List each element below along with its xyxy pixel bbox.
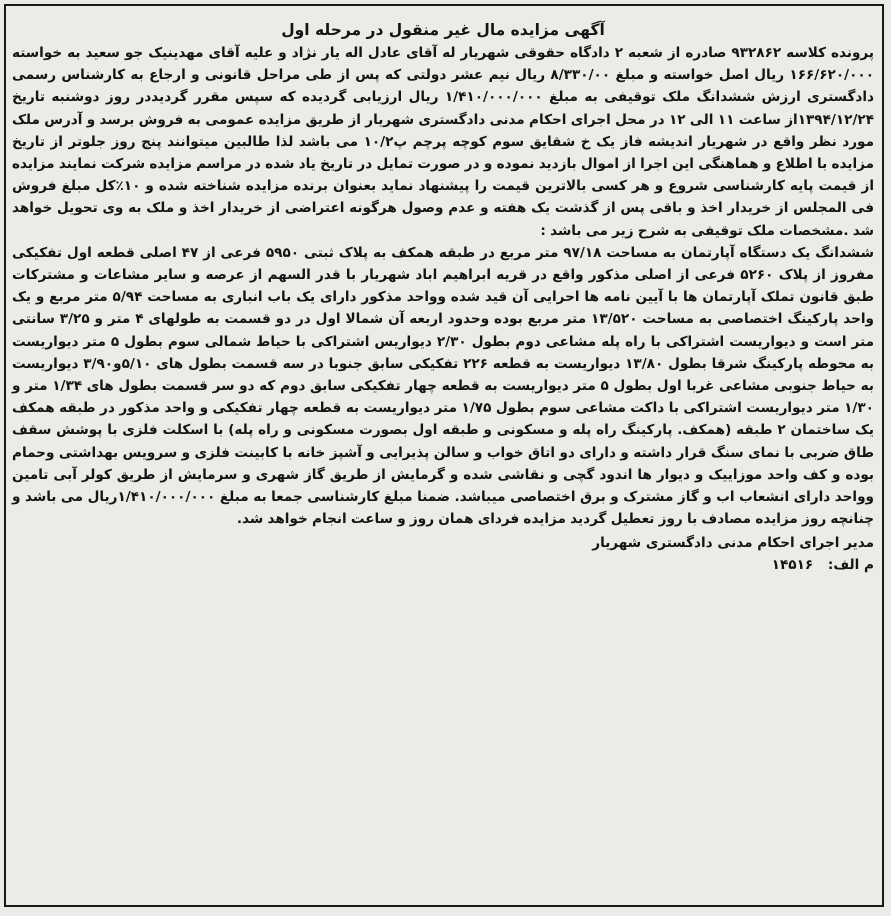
notice-title: آگهی مزایده مال غیر منقول در مرحله اول (281, 21, 605, 39)
notice-reference: م الف: ۱۴۵۱۶ (771, 557, 874, 574)
notice-paragraph-case: پرونده کلاسه ۹۳۲۸۶۲ صادره از شعبه ۲ دادگاه حقوقی شهریار له آقای عادل اله یار نژاد و علیه آقای مهدینیک جو سعید به خواسته ۱۶۶/۶۲۰/۰۰۰ ریال اصل خواسته و مبلغ ۸/۳۳۰/۰۰ ریال نیم عشر دولتی که پس از طی مراحل قانونی و ارجاع به کارشناس رسمی دادگستری ارزش ششدانگ ملک توقیفی به مبلغ ۱/۴۱۰/۰۰۰/۰۰۰ ریال ارزیابی گردیده که سپس مقرر گردیددر روز دوشنبه تاریخ ۱۳۹۴/۱۲/۲۴از ساعت ۱۱ الی ۱۲ در محل اجرای احکام مدنی دادگستری شهریار از طریق مزایده عمومی به فروش برسد و آدرس ملک مورد نظر واقع در شهریار اندیشه فاز یک خ شقایق سوم کوچه پرچم پ۱۰/۲ می باشد لذا طالبین میتوانند پنج روز جلوتر از تاریخ مزایده با اطلاع و هماهنگی این اجرا از اموال بازدید نموده و در صورت تمایل در تاریخ یاد شده در مراسم مزایده شرکت نمایند مزایده از قیمت پایه کارشناسی شروع و هر کسی بالاترین قیمت را پیشنهاد نماید بعنوان برنده مزایده شناخته شده و ۱۰٪کل مبلغ فروش فی المجلس از خریدار اخذ و باقی پس از گذشت یک هفته و عدم وصول هرگونه اعتراضی از خریدار اخذ و ملک به وی تحویل خواهد شد .مشخصات ملک توقیفی به شرح زیر می باشد : (12, 45, 875, 239)
notice-signature: مدیر اجرای احکام مدنی دادگستری شهریار (592, 535, 874, 552)
notice-paragraph-property: ششدانگ یک دستگاه آپارتمان به مساحت ۹۷/۱۸ متر مربع در طبقه همکف به پلاک ثبتی ۵۹۵۰ فرعی از ۴۷ اصلی قطعه اول تفکیکی مفروز از پلاک ۵۲۶۰ فرعی از اصلی مذکور واقع در قریه ابراهیم اباد شهریار با قدر السهم از عرصه و سایر مشاعات و مشترکات طبق قانون تملک آپارتمان ها با آیین نامه ها احرایی آن قید شده وواحد مذکور دارای یک باب انباری به مساحت ۵/۹۴ متر مربع و یک واحد پارکینگ اختصاصی به مساحت ۱۳/۵۲۰ متر مربع بوده وحدود اربعه آن شمالا اول در دو قسمت به طولهای ۴ متر و ۳/۲۵ سانتی متر است و دیواریست اشتراکی با راه پله مشاعی دوم بطول ۲/۳۰ دیواریس اشتراکی با حیاط شمالی سوم بطول ۵ متر دیواریست به محوطه پارکینگ شرقا بطول ۱۳/۸۰ دیواریست به قطعه ۲۲۶ تفکیکی سابق جنوبا در سه قسمت بطول های ۵/۱۰و۳/۹۰ دیواریست به حیاط جنوبی مشاعی غربا اول بطول ۵ متر دیواریست به قطعه چهار تفکیکی سابق دوم که دو سر قسمت بطول های ۱/۳۴ متر و ۱/۳۰ متر دیواریست اشتراکی با داکت مشاعی سوم بطول ۱/۷۵ متر دیواریست به قطعه چهار تفکیکی و واحد مذکور در طبقه همکف یک ساختمان ۲ طبقه (همکف. پارکینگ راه پله و مسکونی و طبقه اول بصورت مسکونی و راه پله) با اسکلت فلزی با پوشش سقف طاق ضربی با نمای سنگ قرار داشته و دارای دو اتاق خواب و سالن پذیرایی و آشپز خانه با کابینت فلزی و سرویس بهداشتی وحمام بوده و کف واحد موزاییک و دیوار ها اندود گچی و نقاشی شده و گرمایش از طریق گاز شهری و سرمایش از طریق کولر آبی تامین وواحد دارای انشعاب اب و گاز مشترک و برق اختصاصی میباشد. ضمنا مبلغ کارشناسی جمعا به مبلغ ۱/۴۱۰/۰۰۰/۰۰۰ریال می باشد و چنانچه روز مزایده مصادف با روز تعطیل گردید مزایده فردای همان روز و ساعت انجام خواهد شد. (12, 244, 874, 528)
auction-notice (8, 20, 878, 896)
reference-number: ۱۴۵۱۶ (771, 557, 814, 574)
reference-label: م الف (833, 557, 874, 574)
